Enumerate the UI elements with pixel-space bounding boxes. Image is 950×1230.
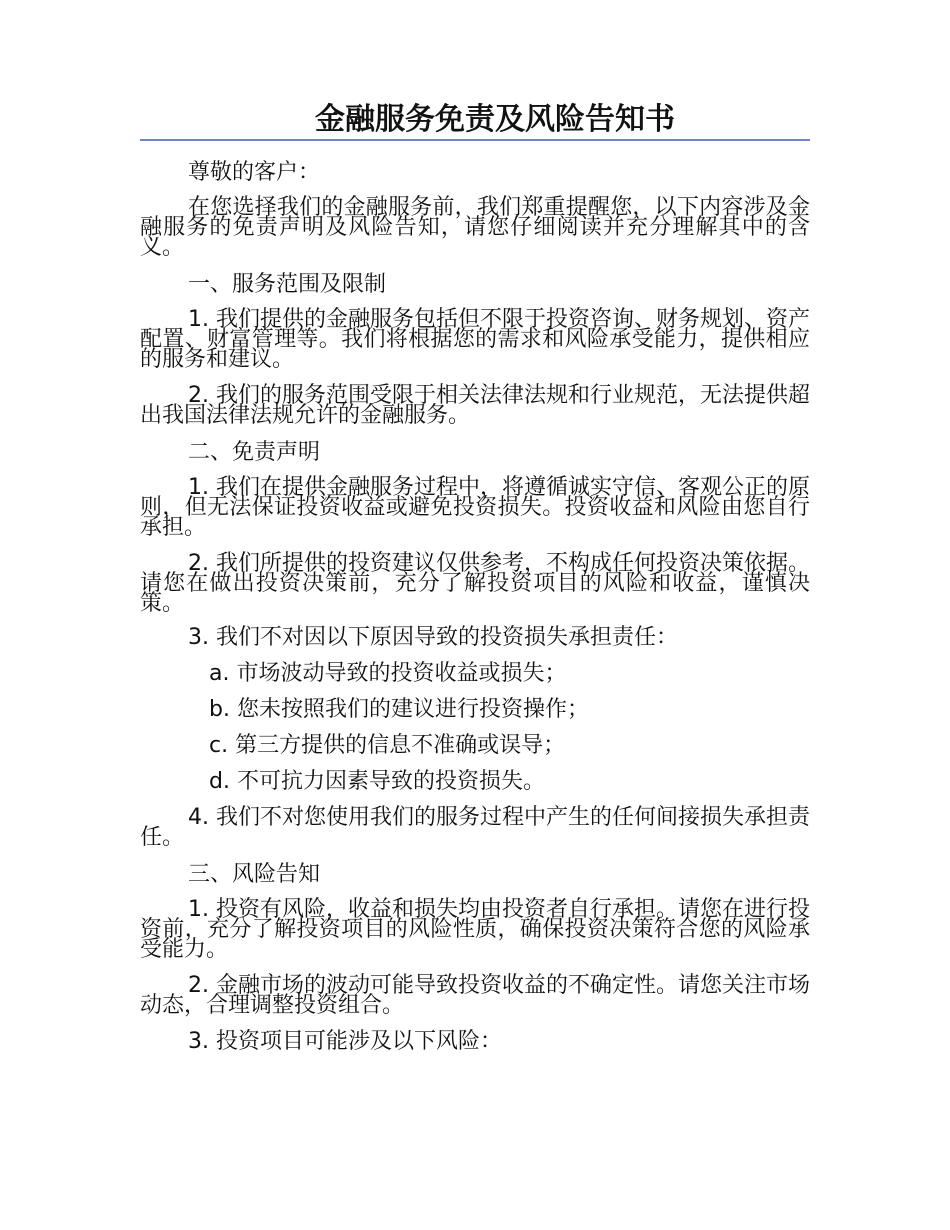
disclaimer-subitem-d: d. 不可抗力因素导致的投资损失。 (209, 769, 545, 794)
section-heading-risk: 三、风险告知 (188, 862, 321, 887)
risk-item-2: 2. 金融市场的波动可能导致投资收益的不确定性。请您关注市场动态，合理调整投资组合。 (140, 973, 810, 1018)
disclaimer-item-4: 4. 我们不对您使用我们的服务过程中产生的任何间接损失承担责任。 (140, 805, 810, 850)
greeting: 尊敬的客户： (188, 160, 321, 185)
disclaimer-subitem-b: b. 您未按照我们的建议进行投资操作； (209, 697, 589, 722)
risk-item-3: 3. 投资项目可能涉及以下风险： (188, 1029, 502, 1054)
section-heading-disclaimer: 二、免责声明 (188, 440, 321, 465)
disclaimer-item-3: 3. 我们不对因以下原因导致的投资损失承担责任： (188, 625, 678, 650)
section-heading-scope: 一、服务范围及限制 (188, 272, 387, 297)
scope-item-2: 2. 我们的服务范围受限于相关法律法规和行业规范，无法提供超出我国法律法规允许的金融服务。 (140, 383, 810, 428)
document-page (140, 100, 810, 1054)
disclaimer-subitem-a: a. 市场波动导致的投资收益或损失； (209, 661, 567, 686)
document-title: 金融服务免责及风险告知书 (315, 102, 675, 137)
disclaimer-subitem-c: c. 第三方提供的信息不准确或误导； (209, 733, 566, 758)
risk-item-1: 1. 投资有风险，收益和损失均由投资者自行承担。请您在进行投资前，充分了解投资项目的风险性质，确保投资决策符合您的风险承受能力。 (140, 897, 810, 962)
scope-item-1: 1. 我们提供的金融服务包括但不限于投资咨询、财务规划、资产配置、财富管理等。我们将根据您的需求和风险承受能力，提供相应的服务和建议。 (140, 307, 810, 372)
disclaimer-item-2: 2. 我们所提供的投资建议仅供参考，不构成任何投资决策依据。请您在做出投资决策前，充分了解投资项目的风险和收益，谨慎决策。 (140, 551, 810, 616)
disclaimer-item-1: 1. 我们在提供金融服务过程中，将遵循诚实守信、客观公正的原则，但无法保证投资收益或避免投资损失。投资收益和风险由您自行承担。 (140, 475, 810, 540)
intro-paragraph: 在您选择我们的金融服务前，我们郑重提醒您，以下内容涉及金融服务的免责声明及风险告知，请您仔细阅读并充分理解其中的含义。 (140, 195, 810, 260)
